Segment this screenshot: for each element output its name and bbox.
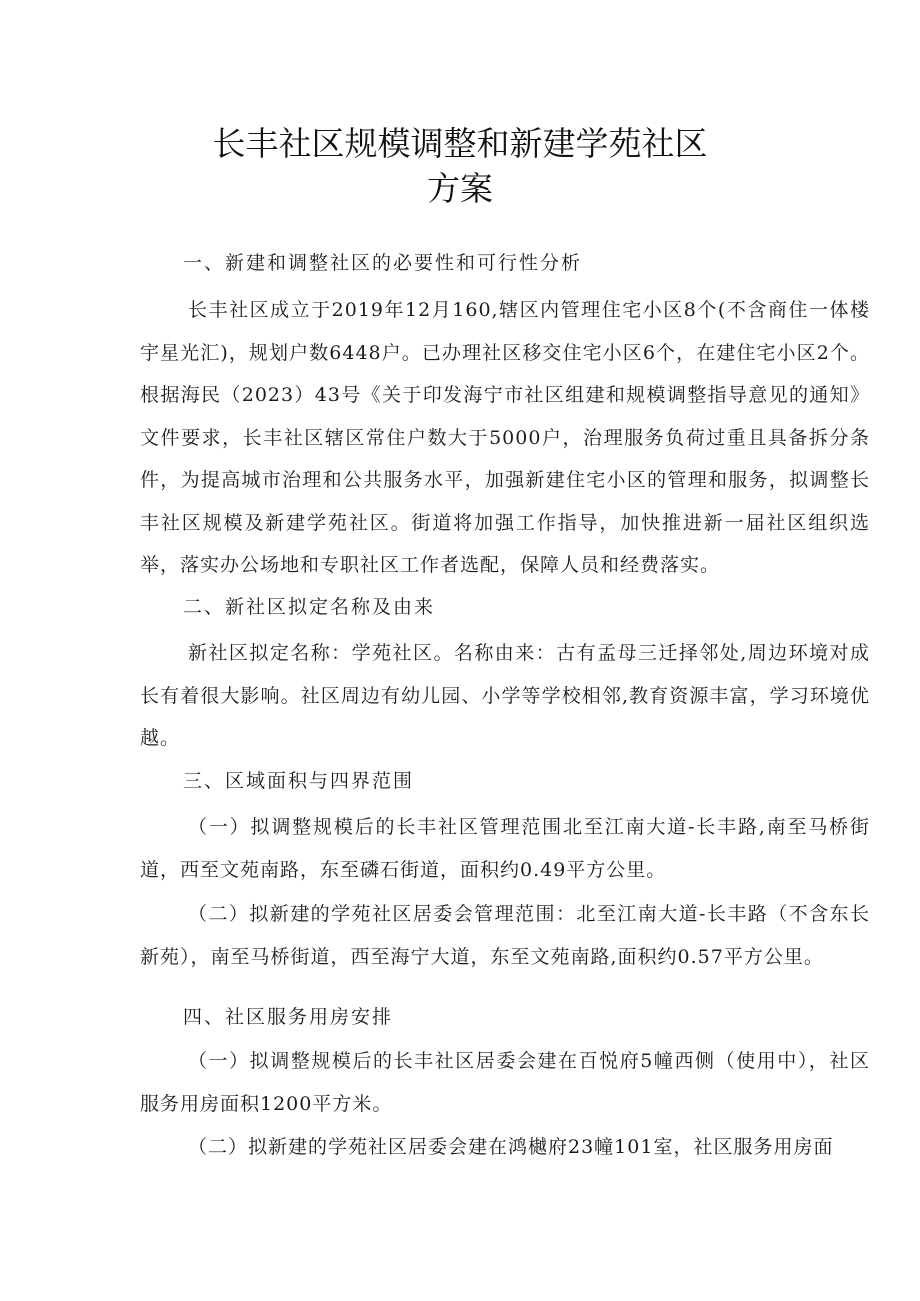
document-title-line2: 方案: [427, 169, 493, 208]
document-title-line1: 长丰社区规模调整和新建学苑社区: [212, 124, 708, 163]
section-4-paragraph-1: （一）拟调整规模后的长丰社区居委会建在百悦府5幢西侧（使用中），社区服务用房面积1200平方米。: [140, 1050, 870, 1115]
section-2-heading: 二、新社区拟定名称及由来: [183, 596, 436, 618]
section-2-paragraph: 新社区拟定名称：学苑社区。名称由来：古有孟母三迁择邻处,周边环境对成长有着很大影响。社区周边有幼儿园、小学等学校相邻,教育资源丰富，学习环境优越。: [140, 642, 870, 749]
section-1-paragraph: 长丰社区成立于2019年12月160,辖区内管理住宅小区8个(不含商住一体楼宇星光汇)，规划户数6448户。已办理社区移交住宅小区6个，在建住宅小区2个。根据海民（2023）43号《关于印发海宁市社区组建和规模调整指导意见的通知》文件要求，长丰社区辖区常住户数大于5000户，治理服务负荷过重且具备拆分条件，为提高城市治理和公共服务水平，加强新建住宅小区的管理和服务，拟调整长丰社区规模及新建学苑社区。街道将加强工作指导，加快推进新一届社区组织选举，落实办公场地和专职社区工作者选配，保障人员和经费落实。: [140, 299, 870, 576]
section-4-heading: 四、社区服务用房安排: [183, 1006, 394, 1028]
section-3-paragraph-1: （一）拟调整规模后的长丰社区管理范围北至江南大道-长丰路,南至马桥街道，西至文苑南路，东至磷石街道，面积约0.49平方公里。: [140, 816, 870, 881]
section-1-heading: 一、新建和调整社区的必要性和可行性分析: [183, 252, 583, 274]
section-3-paragraph-2: （二）拟新建的学苑社区居委会管理范围：北至江南大道-长丰路（不含东长新苑），南至马桥街道，西至海宁大道，东至文苑南路,面积约0.57平方公里。: [140, 903, 870, 968]
section-3-heading: 三、区域面积与四界范围: [183, 770, 415, 792]
section-4-paragraph-2: （二）拟新建的学苑社区居委会建在鸿樾府23幢101室，社区服务用房面: [188, 1136, 834, 1158]
